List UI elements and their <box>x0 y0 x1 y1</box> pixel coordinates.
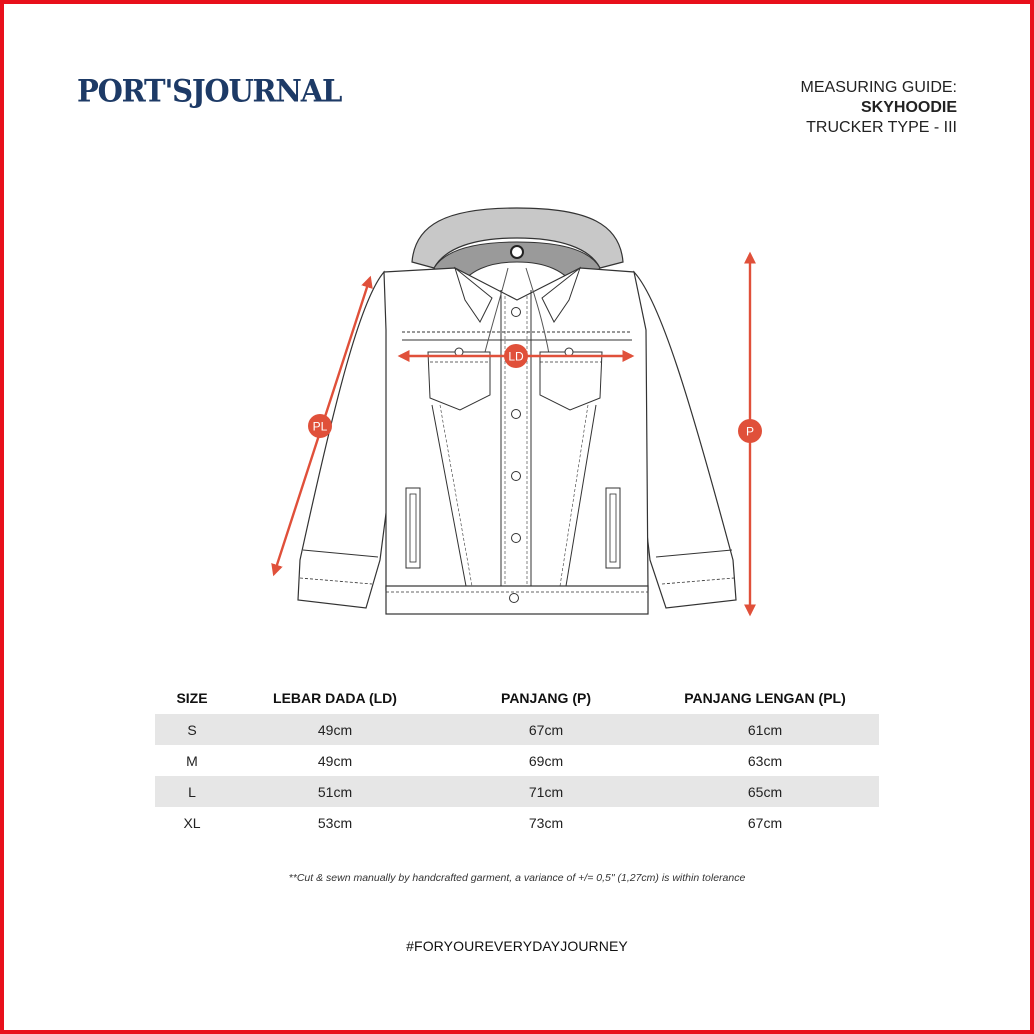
cell-size: S <box>155 714 229 745</box>
header-sleeve-length: PANJANG LENGAN (PL) <box>684 690 846 706</box>
cell-chest-width: 49cm <box>317 752 353 769</box>
length-label: P <box>745 424 755 439</box>
table-row <box>155 714 879 745</box>
sleeve-label: PL <box>312 419 328 434</box>
cell-chest-width: 51cm <box>229 776 441 807</box>
header-chest-width: LEBAR DADA (LD) <box>273 690 397 706</box>
sleeve-left <box>298 272 398 608</box>
size-chart-table <box>155 682 879 838</box>
cell-length: 71cm <box>441 776 651 807</box>
table-row <box>155 776 879 807</box>
chest-label: LD <box>508 349 524 364</box>
cell-length: 69cm <box>528 752 564 769</box>
sleeve-right <box>634 272 736 608</box>
jacket-body <box>384 268 648 614</box>
cell-size: L <box>155 776 229 807</box>
product-name: SKYHOODIE <box>860 99 957 116</box>
cell-sleeve-length: 63cm <box>747 752 783 769</box>
cell-sleeve-length: 67cm <box>747 814 783 831</box>
cell-length: 67cm <box>441 714 651 745</box>
cell-size: M <box>186 752 198 769</box>
guide-header <box>801 78 957 138</box>
table-row <box>155 745 879 776</box>
cell-size: XL <box>183 814 201 831</box>
cell-length: 73cm <box>528 814 564 831</box>
table-row <box>155 807 879 838</box>
cell-chest-width: 49cm <box>229 714 441 745</box>
length-measure <box>738 254 762 614</box>
cell-sleeve-length: 61cm <box>651 714 879 745</box>
table-header-row <box>155 682 879 714</box>
header-size: SIZE <box>176 690 208 706</box>
product-type: TRUCKER TYPE - III <box>806 119 957 136</box>
cell-sleeve-length: 65cm <box>651 776 879 807</box>
hashtag: #FORYOUREVERYDAYJOURNEY <box>406 938 628 954</box>
brand-logo: PORT'SJOURNAL <box>77 73 342 109</box>
jacket-diagram <box>250 200 790 630</box>
guide-title: MEASURING GUIDE: <box>800 79 957 96</box>
tolerance-note: **Cut & sewn manually by handcrafted garment, a variance of +/= 0,5" (1,27cm) is within tolerance <box>288 872 746 884</box>
cell-chest-width: 53cm <box>317 814 353 831</box>
header-length: PANJANG (P) <box>501 690 591 706</box>
